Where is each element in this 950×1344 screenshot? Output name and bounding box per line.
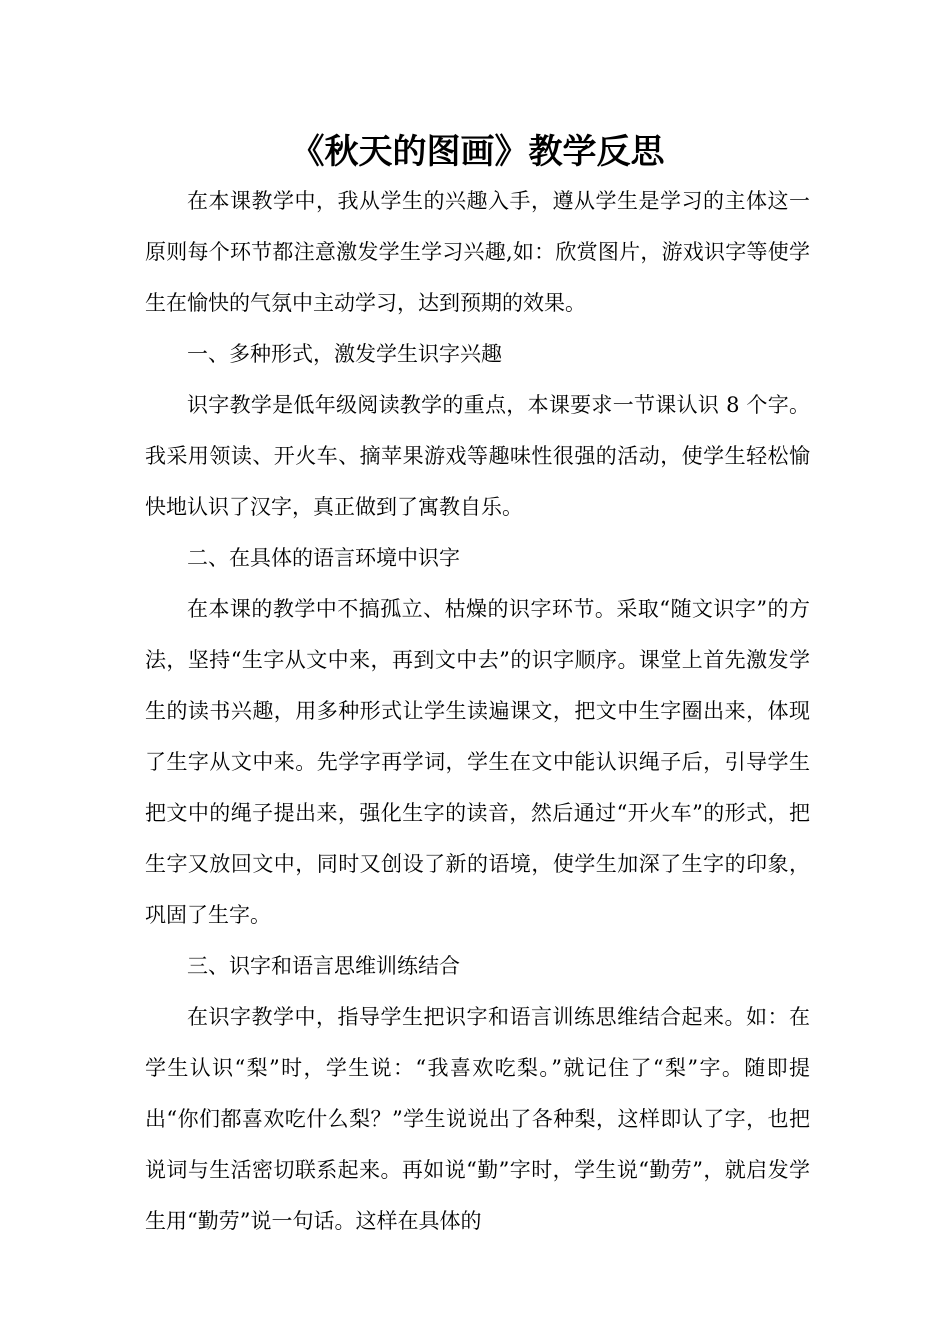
section-heading-3: 三、识字和语言思维训练结合 (187, 954, 460, 978)
section-heading-2: 二、在具体的语言环境中识字 (187, 546, 460, 570)
section-1-paragraph: 识字教学是低年级阅读教学的重点，本课要求一节课认识 8 个字。我采用领读、开火车、摘苹果游戏等趣味性很强的活动，使学生轻松愉快地认识了汉字，真正做到了寓教自乐。 (145, 393, 810, 519)
section-heading-1: 一、多种形式，激发学生识字兴趣 (187, 342, 502, 366)
document-title: 《秋天的图画》教学反思 (290, 132, 665, 172)
intro-paragraph: 在本课教学中，我从学生的兴趣入手，遵从学生是学习的主体这一原则每个环节都注意激发学生学习兴趣,如：欣赏图片，游戏识字等使学生在愉快的气氛中主动学习，达到预期的效果。 (145, 189, 810, 315)
section-3-paragraph: 在识字教学中，指导学生把识字和语言训练思维结合起来。如：在学生认识“梨”时，学生说：“我喜欢吃梨。”就记住了“梨”字。随即提出“你们都喜欢吃什么梨？”学生说说出了各种梨，这样即认了字，也把说词与生活密切联系起来。再如说“勤”字时，学生说“勤劳”，就启发学生用“勤劳”说一句话。这样在具体的 (145, 1005, 810, 1233)
section-2-paragraph: 在本课的教学中不搞孤立、枯燥的识字环节。采取“随文识字”的方法，坚持“生字从文中来，再到文中去”的识字顺序。课堂上首先激发学生的读书兴趣，用多种形式让学生读遍课文，把文中生字圈出来，体现了生字从文中来。先学字再学词，学生在文中能认识绳子后，引导学生把文中的绳子提出来，强化生字的读音，然后通过“开火车”的形式，把生字又放回文中，同时又创设了新的语境，使学生加深了生字的印象，巩固了生字。 (145, 597, 810, 927)
document-page (145, 128, 810, 1247)
